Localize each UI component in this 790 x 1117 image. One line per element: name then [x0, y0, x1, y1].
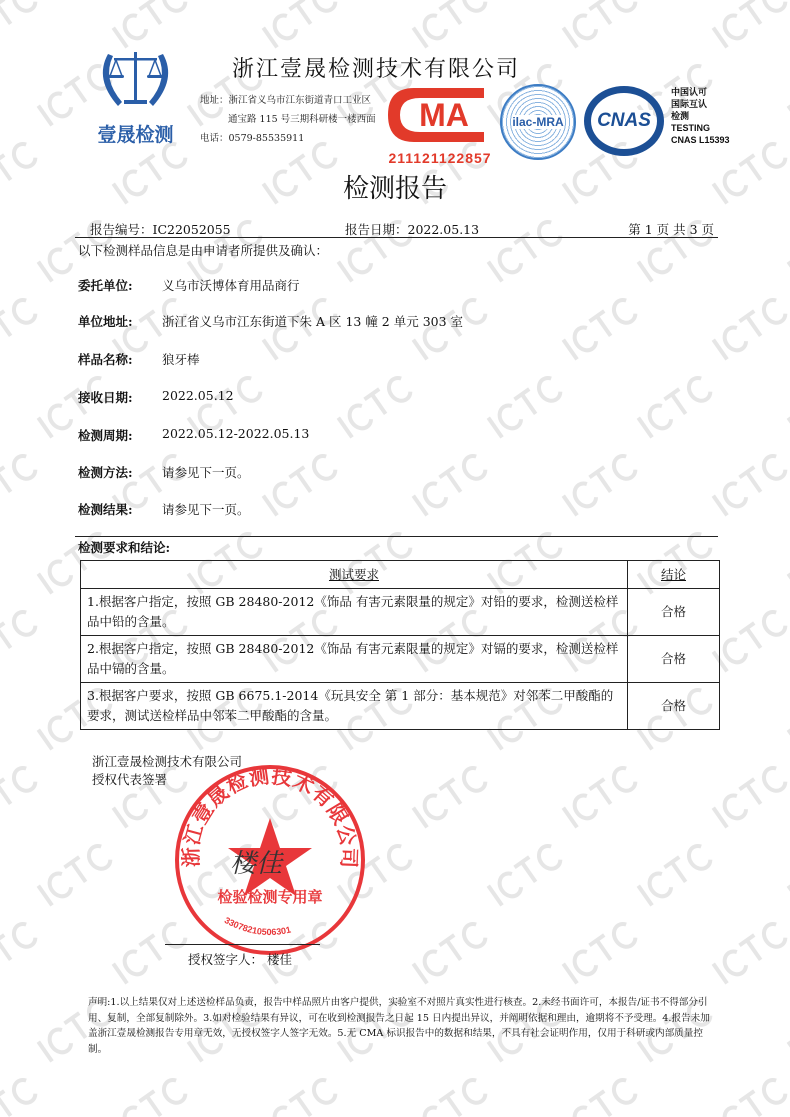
- watermark-mark: [413, 765, 487, 827]
- watermark-mark: [563, 0, 637, 47]
- watermark-mark: [0, 297, 38, 359]
- authorized-rep-label: 授权代表签署: [92, 772, 168, 787]
- watermark-mark: [713, 1077, 787, 1117]
- watermark-mark: [0, 453, 38, 515]
- field-label: 检测周期:: [78, 428, 133, 443]
- table-row: [81, 589, 720, 636]
- cnas-text-line: 国际互认: [671, 99, 708, 109]
- watermark-mark: [488, 843, 562, 905]
- watermark-mark: [413, 453, 487, 515]
- watermark-mark: [0, 765, 38, 827]
- watermark-mark: [563, 921, 637, 983]
- divider: [75, 237, 718, 238]
- watermark-mark: [263, 453, 337, 515]
- phone: 电话：0579-85535911: [200, 133, 305, 144]
- watermark-mark: [113, 0, 187, 47]
- section-title: 检测要求和结论:: [78, 540, 171, 555]
- ilac-label: ilac-MRA: [512, 115, 564, 129]
- watermark-mark: [263, 0, 337, 47]
- signing-company: 浙江壹晟检测技术有限公司: [92, 754, 243, 769]
- watermark-mark: [563, 297, 637, 359]
- watermark-mark: [713, 0, 787, 47]
- field-label: 样品名称:: [78, 352, 133, 367]
- cnas-logo: [584, 86, 664, 156]
- svg-text:3307821050630​1: 3307821050630​1: [222, 915, 292, 938]
- watermark-mark: [563, 1077, 637, 1117]
- field-label: 检测方法:: [78, 465, 133, 480]
- svg-text:检验检测专用章: 检验检测专用章: [217, 888, 323, 906]
- company-name: 浙江壹晟检测技术有限公司: [232, 57, 521, 82]
- report-number: 报告编号：IC22052055: [90, 222, 231, 237]
- report-date: 报告日期：2022.05.13: [345, 222, 480, 237]
- table-row: [81, 636, 720, 683]
- report-title: 检测报告: [342, 174, 447, 204]
- address-line-2: 通宝路 115 号三期科研楼一楼西面: [228, 114, 376, 125]
- watermark-mark: [638, 375, 712, 437]
- field-value: 2022.05.12-2022.05.13: [162, 426, 310, 441]
- watermark-mark: [413, 0, 487, 47]
- watermark-mark: [488, 375, 562, 437]
- cma-number: 211121122857: [388, 150, 492, 166]
- field-label: 委托单位:: [78, 278, 133, 293]
- cnas-text-line: CNAS L15393: [671, 135, 730, 145]
- watermark-mark: [713, 765, 787, 827]
- watermark-mark: [563, 453, 637, 515]
- svg-text:浙江壹晟检测技术有限公司: 浙江壹晟检测技术有限公司: [178, 763, 362, 869]
- cma-logo: [384, 84, 496, 164]
- signatory: 授权签字人： 楼佳: [188, 952, 292, 967]
- requirement-cell: 1.根据客户指定，按照 GB 28480-2012《饰品 有害元素限量的规定》对铅的要求，检测送检样品中铅的含量。: [81, 589, 628, 636]
- company-logo: [88, 44, 183, 146]
- signature-line: [165, 944, 320, 945]
- table-row: [81, 683, 720, 730]
- field-label: 单位地址:: [78, 314, 133, 329]
- field-value: 义乌市沃博体育用品商行: [162, 278, 300, 293]
- page-indicator: 第 1 页 共 3 页: [628, 222, 714, 237]
- header-conclusion: 结论: [628, 561, 720, 589]
- watermark-mark: [488, 219, 562, 281]
- conclusion-cell: 合格: [628, 683, 720, 730]
- cnas-text-line: 检测: [671, 111, 690, 121]
- logo-text: 壹晟检测: [97, 124, 174, 146]
- intro-text: 以下检测样品信息是由申请者所提供及确认：: [78, 243, 329, 258]
- watermark-mark: [563, 765, 637, 827]
- cnas-label: CNAS: [597, 110, 651, 131]
- cnas-accreditation-text: [671, 86, 730, 146]
- watermark-mark: [263, 1077, 337, 1117]
- watermark-mark: [713, 297, 787, 359]
- watermark-mark: [713, 609, 787, 671]
- watermark-mark: [713, 921, 787, 983]
- field-label: 接收日期:: [78, 390, 133, 405]
- field-value: 浙江省义乌市江东街道下朱 A 区 13 幢 2 单元 303 室: [162, 314, 464, 329]
- requirement-cell: 3.根据客户要求，按照 GB 6675.1-2014《玩具安全 第 1 部分：基本规范》对邻苯二甲酸酯的要求，测试送检样品中邻苯二甲酸酯的含量。: [81, 683, 628, 730]
- conclusion-cell: 合格: [628, 589, 720, 636]
- watermark-mark: [0, 609, 38, 671]
- watermark-mark: [638, 843, 712, 905]
- watermark-mark: [338, 375, 412, 437]
- watermark-mark: [0, 1077, 38, 1117]
- header-requirement: 测试要求: [81, 561, 628, 589]
- official-stamp: [170, 760, 370, 964]
- field-value: 请参见下一页。: [162, 465, 250, 480]
- requirement-cell: 2.根据客户指定，按照 GB 28480-2012《饰品 有害元素限量的规定》对镉的要求，检测送检样品中镉的含量。: [81, 636, 628, 683]
- ilac-mra-logo: [500, 84, 576, 160]
- watermark-mark: [38, 843, 112, 905]
- svg-text:MA: MA: [419, 97, 469, 133]
- requirements-table: [80, 560, 720, 730]
- address-line-1: 地址：浙江省义乌市江东街道青口工业区: [200, 95, 372, 106]
- field-value: 2022.05.12: [162, 388, 234, 403]
- table-header-row: [81, 561, 720, 589]
- conclusion-cell: 合格: [628, 636, 720, 683]
- watermark-mark: [413, 921, 487, 983]
- watermark-mark: [0, 921, 38, 983]
- svg-text:楼佳: 楼佳: [230, 849, 283, 879]
- watermark-mark: [113, 1077, 187, 1117]
- field-label: 检测结果:: [78, 502, 133, 517]
- field-value: 请参见下一页。: [162, 502, 250, 517]
- cnas-text-line: 中国认可: [671, 87, 708, 97]
- cnas-text-line: TESTING: [671, 123, 711, 133]
- watermark-mark: [413, 1077, 487, 1117]
- divider: [75, 536, 718, 537]
- watermark-mark: [0, 0, 38, 47]
- disclaimer-statement: 声明:1.以上结果仅对上述送检样品负责，报告中样品照片由客户提供，实验室不对照片真实性进行核查。2.未经书面许可，本报告/证书不得部分引用、复制，全部复制除外。3.如对检验结果有异议，可在收到检测报告之日起 15 日内提出异议，并阐明依据和理由，逾期将不予受理。4.报告未加盖浙江壹晟检测报告专用章无效，无授权签字人签字无效。5.无 CMA 标识报告中的数据和结果，不具有社会证明作用，仅用于科研或内部质量控制。: [88, 997, 710, 1055]
- watermark-mark: [713, 453, 787, 515]
- field-value: 狼牙棒: [162, 352, 200, 367]
